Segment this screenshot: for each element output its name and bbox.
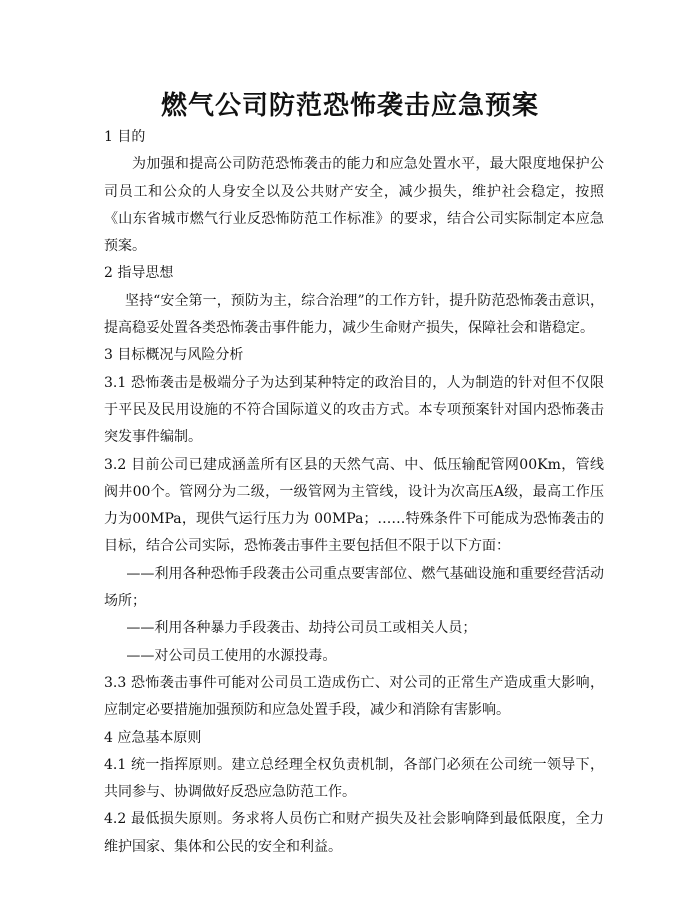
list-item-water-poisoning: ——对公司员工使用的水源投毒。 xyxy=(126,647,337,664)
paragraph-guiding-ideology: 坚持“安全第一，预防为主，综合治理”的工作方针，提升防范恐怖袭击意识，提高稳妥处置各类恐怖袭击事件能力，减少生命财产损失，保障社会和谐稳定。 xyxy=(104,292,604,337)
paragraph-4-1: 4.1 统一指挥原则。建立总经理全权负责机制，各部门必须在公司统一领导下，共同参与、协调做好反恐应急防范工作。 xyxy=(104,756,604,801)
paragraph-purpose: 为加强和提高公司防范恐怖袭击的能力和应急处置水平，最大限度地保护公司员工和公众的人身安全以及公共财产安全，减少损失，维护社会稳定，按照《山东省城市燃气行业反恐怖防范工作标准》的要求，结合公司实际制定本应急预案。 xyxy=(104,156,604,255)
paragraph-3-2: 3.2 目前公司已建成涵盖所有区县的天然气高、中、低压输配管网00Km，管线阀井00个。管网分为二级，一级管网为主管线，设计为次高压A级，最高工作压力为00MPa，现供气运行压力为 00MPa；……特殊条件下可能成为恐怖袭击的目标，结合公司实际，恐怖袭击事件主要包括但不限于以下方面： xyxy=(104,456,604,555)
section-heading-risk-analysis: 3 目标概况与风险分析 xyxy=(104,347,244,364)
document-body xyxy=(104,124,604,861)
paragraph-3-1: 3.1 恐怖袭击是极端分子为达到某种特定的政治目的，人为制造的针对但不仅限于平民及民用设施的不符合国际道义的攻击方式。本专项预案针对国内恐怖袭击突发事件编制。 xyxy=(104,374,604,446)
paragraph-4-2: 4.2 最低损失原则。务求将人员伤亡和财产损失及社会影响降到最低限度，全力维护国家、集体和公民的安全和利益。 xyxy=(104,811,604,855)
paragraph-3-3: 3.3 恐怖袭击事件可能对公司员工造成伤亡、对公司的正常生产造成重大影响，应制定必要措施加强预防和应急处置手段，减少和消除有害影响。 xyxy=(104,674,604,719)
list-item-attack-key-sites: ——利用各种恐怖手段袭击公司重点要害部位、燃气基础设施和重要经营活动场所； xyxy=(104,565,604,610)
list-item-attack-staff: ——利用各种暴力手段袭击、劫持公司员工或相关人员； xyxy=(126,620,477,637)
section-heading-purpose: 1 目的 xyxy=(104,129,146,145)
section-heading-guiding-ideology: 2 指导思想 xyxy=(104,265,174,282)
document-title: 燃气公司防范恐怖袭击应急预案 xyxy=(160,91,539,121)
section-heading-basic-principles: 4 应急基本原则 xyxy=(104,729,202,746)
